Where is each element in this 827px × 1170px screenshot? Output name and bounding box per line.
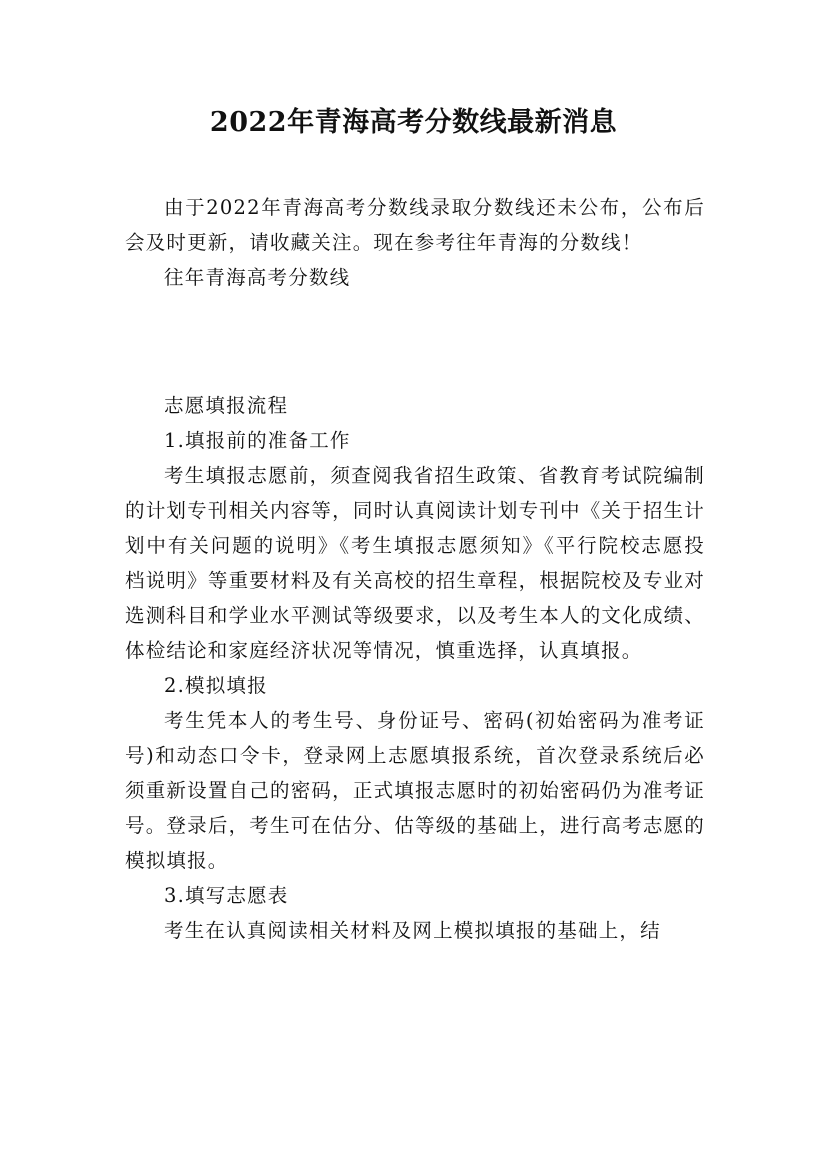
section-heading-process: 志愿填报流程 [164,394,289,417]
step-1-paragraph: 考生填报志愿前，须查阅我省招生政策、省教育考试院编制的计划专刊相关内容等，同时认真阅读计划专刊中《关于招生计划中有关问题的说明》《考生填报志愿须知》《平行院校志愿投档说明》等重要材料及有关高校的招生章程，根据院校及专业对选测科目和学业水平测试等级要求，以及考生本人的文化成绩、体检结论和家庭经济状况等情况，慎重选择，认真填报。 [125,464,705,662]
document-body [125,190,705,948]
step-3-heading: 3.填写志愿表 [164,884,289,907]
intro-subheading: 往年青海高考分数线 [164,266,351,289]
step-3-paragraph: 考生在认真阅读相关材料及网上模拟填报的基础上，结 [164,919,661,942]
document-title: 2022年青海高考分数线最新消息 [209,107,618,138]
step-1-heading: 1.填报前的准备工作 [164,429,351,452]
intro-paragraph: 由于2022年青海高考分数线录取分数线还未公布，公布后会及时更新，请收藏关注。现在参考往年青海的分数线！ [125,196,705,254]
step-2-paragraph: 考生凭本人的考生号、身份证号、密码(初始密码为准考证号)和动态口令卡，登录网上志愿填报系统，首次登录系统后必须重新设置自己的密码，正式填报志愿时的初始密码仍为准考证号。登录后，考生可在估分、估等级的基础上，进行高考志愿的模拟填报。 [125,709,705,872]
step-2-heading: 2.模拟填报 [164,674,268,697]
image-placeholder-gap [125,295,705,388]
